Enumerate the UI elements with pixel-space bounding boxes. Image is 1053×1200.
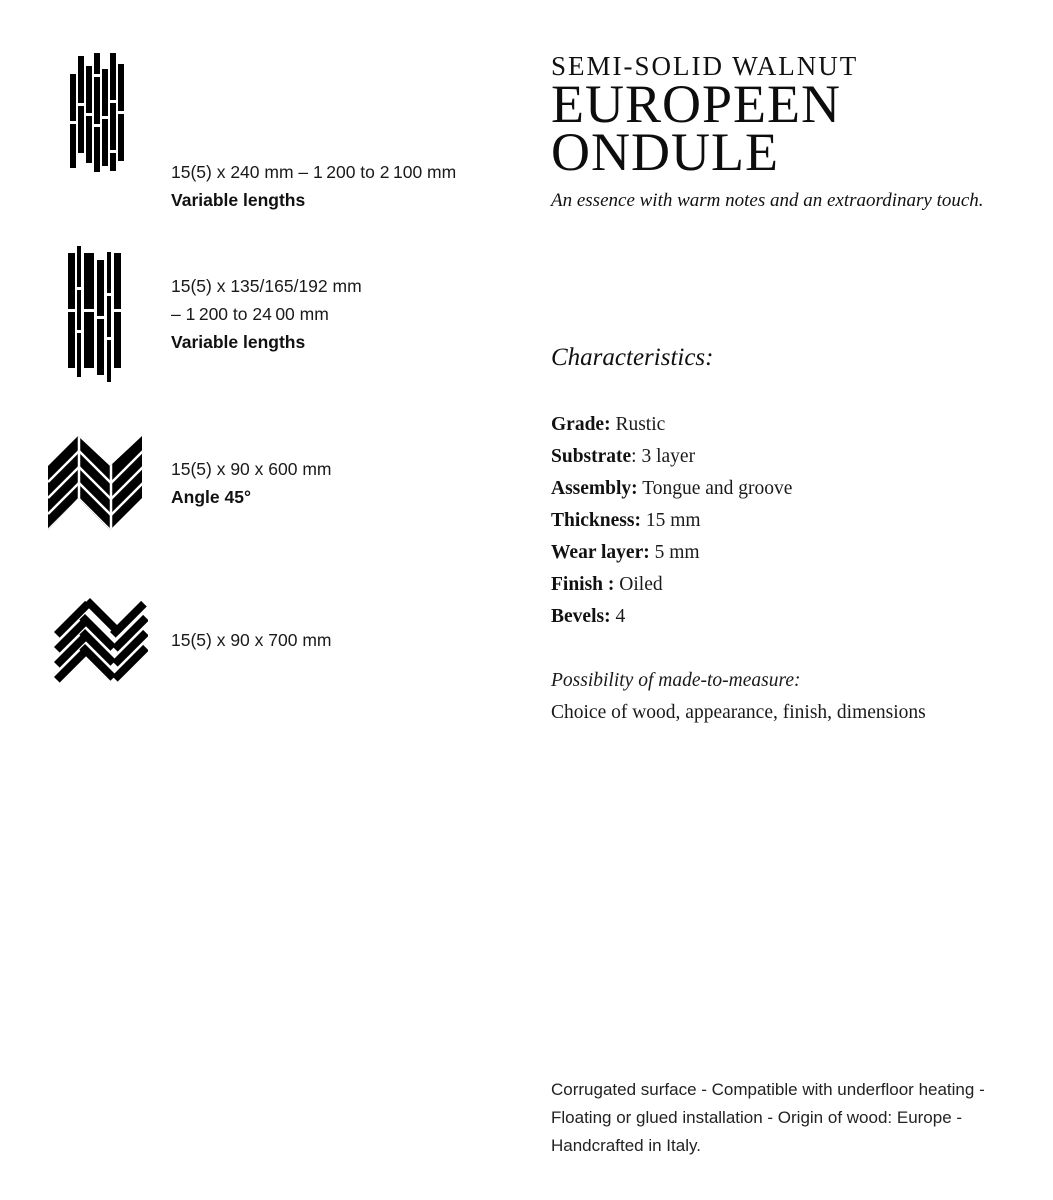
pattern-description [171,272,362,356]
spec-value: Rustic [610,414,666,435]
spec-label: Wear layer: [551,542,650,563]
product-subtitle: SEMI-SOLID WALNUT [551,51,859,81]
spec-substrate [551,441,792,473]
pattern-note: Variable lengths [171,190,306,210]
pattern-description [171,626,331,654]
chevron-pattern-icon [48,436,144,530]
spec-grade [551,409,792,441]
pattern-note: Variable lengths [171,332,306,352]
pattern-chevron [0,432,520,532]
spec-label: Substrate [551,446,632,467]
made-to-measure-value: Choice of wood, appearance, finish, dimensions [551,702,926,723]
pattern-description [171,455,331,511]
product-title-line1: EUROPEEN [551,74,841,134]
pattern-dimensions-line1: 15(5) x 135/165/192 mm [171,276,362,296]
spec-assembly [551,473,792,505]
pattern-description [171,158,456,214]
product-title-line2: ONDULE [551,122,779,182]
herringbone-pattern-icon [50,594,148,686]
pattern-mixed-width-planks [0,240,520,390]
product-tagline: An essence with warm notes and an extraordinary touch. [551,190,984,211]
pattern-staggered-planks [0,45,520,210]
spec-value: : 3 layer [631,446,696,467]
pattern-herringbone [0,592,520,692]
spec-label: Assembly: [551,478,638,499]
spec-label: Grade: [551,414,611,435]
pattern-dimensions: 15(5) x 90 x 600 mm [171,459,332,479]
spec-value: 5 mm [649,542,700,563]
spec-value: Oiled [614,574,663,595]
characteristics-list [551,409,792,633]
pattern-dimensions: 15(5) x 240 mm – 1 200 to 2 100 mm [171,162,457,182]
mixed-width-planks-icon [66,244,128,386]
pattern-note: Angle 45° [171,487,251,507]
spec-label: Finish : [551,574,615,595]
staggered-planks-icon [68,48,132,173]
spec-label: Bevels: [551,606,611,627]
spec-value: 15 mm [640,510,701,531]
spec-wear-layer [551,537,792,569]
product-title [551,74,841,182]
characteristics-heading: Characteristics: [551,344,714,371]
spec-value: 4 [610,606,626,627]
spec-thickness [551,505,792,537]
product-footer-note: Corrugated surface - Compatible with underfloor heating - Floating or glued installation - Origin of wood: Europe - Handcrafted in Italy. [551,1080,985,1155]
pattern-dimensions-line2: – 1 200 to 24 00 mm [171,304,329,324]
made-to-measure [551,665,926,729]
product-info [551,0,1021,1200]
made-to-measure-label: Possibility of made-to-measure: [551,670,801,691]
spec-label: Thickness: [551,510,641,531]
spec-finish [551,569,792,601]
pattern-dimensions: 15(5) x 90 x 700 mm [171,630,332,650]
spec-value: Tongue and groove [637,478,793,499]
spec-bevels [551,601,792,633]
